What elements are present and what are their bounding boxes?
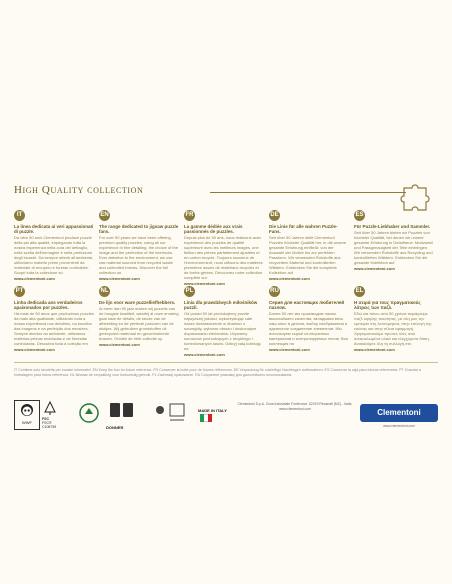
title-row <box>14 184 438 198</box>
language-block-nl <box>99 286 179 347</box>
wwf-logo <box>14 400 40 430</box>
language-url-link[interactable]: www.clementoni.com <box>99 276 140 281</box>
language-heading: De lijn voor ware puzzelliefhebbers. <box>99 300 176 305</box>
language-url-link[interactable]: www.clementoni.com <box>269 276 310 281</box>
collection-title: High Quality collection <box>14 184 144 196</box>
language-block-fr <box>184 210 264 286</box>
language-url-link[interactable]: www.clementoni.com <box>354 266 395 271</box>
language-block-ru <box>269 286 349 352</box>
language-code-badge: FR <box>184 210 195 221</box>
language-block-pl <box>184 286 264 357</box>
language-heading: Für Puzzle-Liebhaber und Sammler. <box>354 224 431 229</box>
donner-label: DONNER <box>106 425 124 430</box>
language-heading: The range dedicated to jigsaw puzzle fans. <box>99 224 179 234</box>
language-body: Seit über 50 Jahren bieten wir Puzzles von höchster Qualität, bei denen wir unsere gesamte Erfahrung in Detailtreue, Motivwahl und Passgenauigkeit der Teile einbringen. Wir verwenden Rohstoffe aus Recycling und kontrollierten Wäldern. Entdecken Sie die gesamte Kollektion auf <box>354 230 433 265</box>
fsc-logo <box>42 400 66 428</box>
language-code-badge: ES <box>354 210 365 221</box>
language-block-en <box>99 210 179 281</box>
italy-flag-icon <box>200 414 212 422</box>
language-code-badge: PT <box>14 286 25 297</box>
language-block-es <box>354 210 434 271</box>
language-block-el <box>354 286 434 352</box>
language-heading: Linia dla prawdziwych miłośników puzzli. <box>184 300 258 310</box>
language-heading: La gamme dédiée aux vrais passionnés de puzzles. <box>184 224 243 234</box>
language-block-it <box>14 210 94 281</box>
logo-row <box>14 400 438 440</box>
wwf-label: WWF <box>22 420 32 425</box>
language-code-badge: NL <box>99 286 110 297</box>
clementoni-logo: Clementoni <box>360 404 438 422</box>
title-divider <box>210 192 406 193</box>
section-divider <box>14 362 438 363</box>
language-code-badge: IT <box>14 210 25 221</box>
language-url-link[interactable]: www.clementoni.com <box>354 347 395 352</box>
language-block-pt <box>14 286 94 352</box>
puzzle-piece-icon <box>400 178 434 212</box>
recycle-icon <box>78 400 100 426</box>
language-heading: Серия для настоящих любителей пазлов. <box>269 300 345 310</box>
language-url-link[interactable]: www.clementoni.com <box>14 347 55 352</box>
language-url-link[interactable]: www.clementoni.com <box>184 281 225 286</box>
legal-text: IT Contiene solo tavolette per incastri informativi. EN Keep the box for future reference. FR Conserver la boîte pour de futures références. DE Verpackung für zukünftige Nachfragen aufbewahren. ES Conservar la caja para futuras referencias. PT Guardar a embalagem para futura referência. NL Bewaar de verpakking voor toekomstig gebruik. PL Zachowaj opakowanie. RU Сохраните упаковку для дальнейшего использования. <box>14 368 421 377</box>
language-body: Há mais de 50 anos que produzimos puzzles da mais alta qualidade, utilizando toda a nossa experiência nos detalhes, na escolha das imagens e na perfeição dos encaixes. Sempre atentos ao ambiente, utilizamos matérias-primas recicladas e de florestas controladas. Descubra toda a coleção em <box>14 311 94 346</box>
language-body: Depuis plus de 50 ans, nous réalisons avec expérience des puzzles de qualité supérieure avec les meilleurs images, une finition des pièces parfaitement ajustées et en carton recyclé. Toujours soucieux de l'environnement, nous utilisons des matières premières issues de matériaux recyclés et de forêts gérées. Découvrez notre collection complète sur <box>184 235 263 280</box>
language-body: For over 50 years we have been offering premium quality puzzles, using all our experience in fine detailing, the choice of the image and the perfection of the interlocks. Ever attentive to the environment, we use raw material sourced from recycled waste and controlled forests. Discover the full collection on <box>99 235 178 275</box>
fsc-tree-icon <box>42 400 58 416</box>
language-block-de <box>269 210 349 281</box>
language-code-badge: PL <box>184 286 195 297</box>
language-body: Al meer dan 50 jaar maken wij puzzels van de hoogste kwaliteit, waarbij al onze ervaring gaat naar de details, de keuze van de afbeelding en de perfecte pasvorm van de stukjes. Wij gebruiken grondstoffen uit gerecycled materiaal en gecontroleerde bossen. Ontdek de hele collectie op <box>99 306 179 341</box>
donner-logo <box>106 400 146 428</box>
company-address: Clementoni S.p.A. Zona Industriale Fontenoce, 62019 Recanati (MC) - Italia. www.clementoni.com <box>237 402 353 411</box>
language-heading: Linha dedicada aos verdadeiros apaixonados por puzzles. <box>14 300 83 310</box>
language-code-badge: EL <box>354 286 365 297</box>
language-url-link[interactable]: www.clementoni.com <box>269 347 310 352</box>
language-url-link[interactable]: www.clementoni.com <box>14 276 55 281</box>
language-body: Более 50 лет мы производим пазлы высочайшего качества, вкладывая весь наш опыт в детали, выбор изображения и идеальное соединение элементов. Мы используем сырьё из вторичных материалов и контролируемых лесов. Вся коллекция на <box>269 311 348 346</box>
language-body: Seit über 50 Jahren stellt Clementoni Puzzles höchster Qualität her, in die unsere gesamte Erfahrung einfließt: von der Auswahl der Motive bis zur perfekten Passform. Wir verwenden Rohstoffe aus recyceltem Material und kontrollierten Wäldern. Entdecken Sie die komplette Kollektion auf <box>269 235 347 275</box>
language-code-badge: EN <box>99 210 110 221</box>
triman-icon <box>150 400 190 428</box>
language-heading: Η σειρά για τους πραγματικούς λάτρεις των παζλ. <box>354 300 421 310</box>
language-url-link[interactable]: www.clementoni.com <box>184 352 225 357</box>
language-heading: Die Linie für alle wahren Puzzle-Fans. <box>269 224 338 234</box>
made-in-label: MADE IN ITALY <box>198 408 227 413</box>
fsc-code: FSC® C108759 <box>42 421 57 429</box>
language-code-badge: RU <box>269 286 280 297</box>
language-body: Da oltre 50 anni Clementoni produce puzzle della più alta qualità, impiegando tutta la nostra esperienza nella cura del dettaglio, nella scelta dell'immagine e nella perfezione degli incastri. Da sempre attenti all'ambiente, utilizziamo materie prime provenienti da materiale di recupero e foreste controllate. Scopri tutta la collezione su <box>14 235 94 275</box>
fsc-label: FSC <box>42 417 49 421</box>
language-body: Εδώ και πάνω από 50 χρόνια παράγουμε παζλ υψηλής ποιότητας, με όλη μας την εμπειρία στη λεπτομέρεια, στην επιλογή της εικόνας και στην τέλεια εφαρμογή. Χρησιμοποιούμε πρώτες ύλες από ανακυκλωμένα υλικά και ελεγχόμενα δάση. Ανακαλύψτε όλη τη συλλογή στο <box>354 311 432 346</box>
language-heading: La linea dedicata ai veri appassionati di puzzle. <box>14 224 94 234</box>
language-code-badge: DE <box>269 210 280 221</box>
language-url-link[interactable]: www.clementoni.com <box>99 342 140 347</box>
container-icon <box>106 400 146 420</box>
language-body: Od ponad 50 lat produkujemy puzzle najwyższej jakości, wykorzystując całe nasze doświadczenie w dbałości o szczegóły, wyborze obrazu i doskonałym dopasowaniu elementów. Używamy surowców pochodzących z recyklingu i kontrolowanych lasów. Odkryj całą kolekcję na <box>184 311 261 351</box>
brand-url: www.clementoni.com <box>383 424 415 428</box>
panda-icon <box>15 401 39 419</box>
